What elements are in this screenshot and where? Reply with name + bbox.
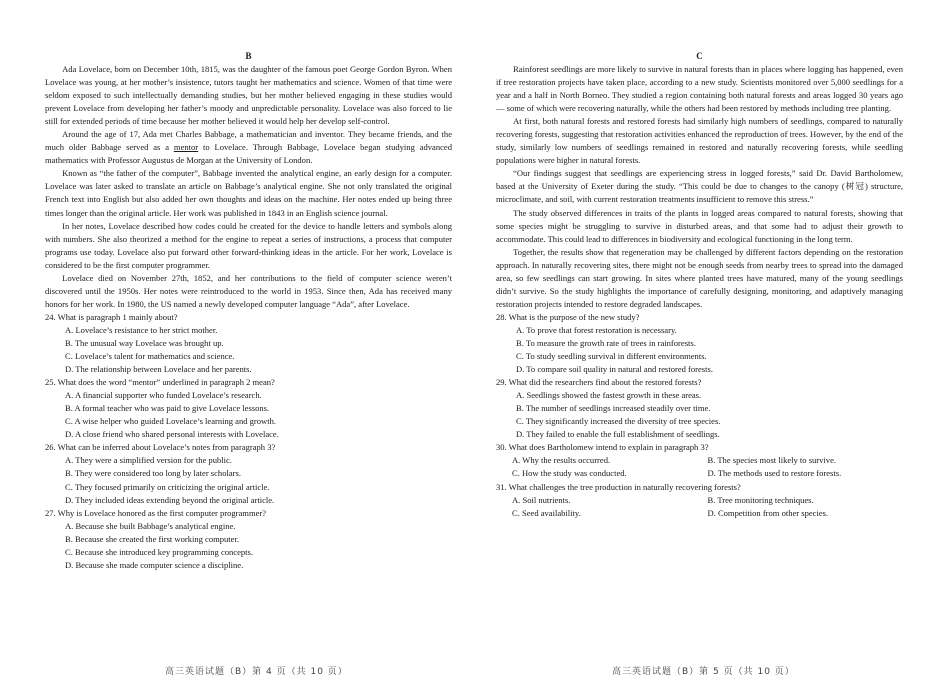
question-26-option-b[interactable]: B. They were considered too long by later scholars. (65, 468, 241, 479)
question-24 (45, 311, 452, 376)
question-25-option-a[interactable]: A. A financial supporter who funded Lovelace’s research. (65, 390, 262, 401)
passage-b-title: B (245, 51, 252, 61)
passage-c-column (496, 50, 903, 520)
question-30-option-b[interactable]: B. The species most likely to survive. (707, 455, 837, 466)
question-25-option-c[interactable]: C. A wise helper who guided Lovelace’s learning and growth. (65, 416, 277, 427)
question-29 (496, 376, 903, 441)
question-29-option-b[interactable]: B. The number of seedlings increased steadily over time. (516, 403, 711, 414)
passage-b-paragraph-2 (45, 128, 452, 167)
question-26-option-d[interactable]: D. They included ideas extending beyond the original article. (65, 494, 275, 505)
question-29-option-c[interactable]: C. They significantly increased the diversity of tree species. (516, 416, 721, 427)
question-29-option-d[interactable]: D. They failed to enable the full establishment of seedlings. (516, 429, 720, 440)
question-31 (496, 481, 903, 520)
question-30-option-d[interactable]: D. The methods used to restore forests. (707, 468, 842, 479)
question-31-options-row-2 (512, 507, 903, 520)
paragraph-2-text-start: Around the age of 17, Ada met Charles Babbage, a mathematician and inventor. They became friends, and the much older Babbage served as a (45, 129, 452, 153)
question-28-option-a[interactable]: A. To prove that forest restoration is necessary. (516, 324, 677, 335)
passage-b-paragraph-3: Known as “the father of the computer”, Babbage invented the analytical engine, an early design for a computer. Lovelace was later asked to translate an article on Babbage’s analytical engine. She not only translated the original French text into English but also added her own thoughts and ideas on the machine. Her notes ended up being three times longer than the original article. Her work was published in 1843 in an English science journal. (45, 168, 452, 218)
question-26-option-c[interactable]: C. They focused primarily on criticizing the original article. (65, 481, 270, 492)
question-28-option-d[interactable]: D. To compare soil quality in natural and restored forests. (516, 364, 713, 375)
passage-c-paragraph-1: Rainforest seedlings are more likely to survive in natural forests than in places where logging has happened, even if tree restoration projects have taken place, according to a new study. Scientists monitored over 5,000 seedlings for a year and a half in North Borneo. They studied a region containing both natural forests and areas logged 30 years ago — some of which were recovering naturally, while the others had been restored by methods including tree planting. (496, 64, 903, 114)
question-28-option-b[interactable]: B. To measure the growth rate of trees in rainforests. (516, 337, 696, 348)
passage-c-paragraph-5: Together, the results show that regeneration may be challenged by different factors depending on the restoration approach. In naturally recovering sites, there might not be enough seeds from nearby trees to spread into the damaged area, so few seedlings can start growing. In sites where planted trees have matured, many of the young seedlings didn’t survive. So the study highlights the importance of carefully designing, monitoring, and adaptively managing restoration projects intended to restore degraded landscapes. (496, 246, 903, 309)
passage-b-column (45, 50, 452, 572)
question-30-stem: 30. What does Bartholomew intend to explain in paragraph 3? (496, 442, 709, 453)
passage-b-paragraph-5: Lovelace died on November 27th, 1852, and her contributions to the field of computer science weren’t discovered until the 1950s. Her notes were reintroduced to the world in 1953. Since then, Ada has received many honors for her work. In 1980, the US named a newly developed computer language “Ada”, after Lovelace. (45, 272, 452, 309)
question-27-option-d[interactable]: D. Because she made computer science a discipline. (65, 559, 244, 570)
question-25-stem: 25. What does the word “mentor” underlined in paragraph 2 mean? (45, 377, 275, 388)
question-29-stem: 29. What did the researchers find about the restored forests? (496, 377, 702, 388)
passage-c-title: C (696, 51, 703, 61)
paragraph-2-text-end: to Lovelace. Through Babbage, Lovelace began studying advanced mathematics with Professor Augustus de Morgan at the University of London. (45, 142, 452, 166)
question-28-option-c[interactable]: C. To study seedling survival in different environments. (516, 351, 707, 362)
question-24-option-c[interactable]: C. Lovelace’s talent for mathematics and science. (65, 351, 235, 362)
underlined-word-mentor: mentor (173, 142, 199, 153)
question-30-option-c[interactable]: C. How the study was conducted. (512, 468, 627, 479)
question-30-options-row-1 (512, 454, 903, 467)
question-26 (45, 441, 452, 506)
question-25 (45, 376, 452, 441)
question-26-option-a[interactable]: A. They were a simplified version for the public. (65, 455, 232, 466)
question-27 (45, 507, 452, 572)
question-24-option-d[interactable]: D. The relationship between Lovelace and her parents. (65, 364, 252, 375)
question-24-option-a[interactable]: A. Lovelace’s resistance to her strict mother. (65, 324, 218, 335)
question-24-stem: 24. What is paragraph 1 mainly about? (45, 311, 178, 322)
question-30-options-row-2 (512, 467, 903, 480)
question-27-stem: 27. Why is Lovelace honored as the first computer programmer? (45, 507, 267, 518)
question-27-option-c[interactable]: C. Because she introduced key programming concepts. (65, 546, 253, 557)
question-28-stem: 28. What is the purpose of the new study? (496, 311, 640, 322)
passage-c-paragraph-3: “Our findings suggest that seedlings are experiencing stress in logged forests,” said Dr. David Bartholomew, based at the University of Exeter during the study. “This could be due to changes to the canopy (树冠) structure, microclimate, and soil, with current restoration treatments insufficient to remove this stress.” (496, 168, 903, 205)
question-29-option-a[interactable]: A. Seedlings showed the fastest growth in these areas. (516, 390, 702, 401)
question-28 (496, 311, 903, 376)
question-31-option-d[interactable]: D. Competition from other species. (707, 507, 829, 518)
page-footer-right: 高三英语试题（B）第 5 页（共 10 页） (612, 667, 795, 677)
question-26-stem: 26. What can be inferred about Lovelace’s notes from paragraph 3? (45, 442, 276, 453)
question-27-option-b[interactable]: B. Because she created the first working computer. (65, 533, 239, 544)
question-27-option-a[interactable]: A. Because she built Babbage’s analytical engine. (65, 520, 236, 531)
question-24-option-b[interactable]: B. The unusual way Lovelace was brought up. (65, 337, 224, 348)
question-30-option-a[interactable]: A. Why the results occurred. (512, 455, 611, 466)
question-25-option-b[interactable]: B. A formal teacher who was paid to give Lovelace lessons. (65, 403, 270, 414)
question-31-options-row-1 (512, 494, 903, 507)
question-31-option-b[interactable]: B. Tree monitoring techniques. (707, 494, 814, 505)
passage-c-paragraph-4: The study observed differences in traits of the plants in logged areas compared to natural forests, showing that some species might be struggling to survive in disturbed areas, and that some had to adjust their growth to accommodate. This could lead to differences in biodiversity and ecological functioning in the long term. (496, 207, 903, 244)
passage-b-paragraph-1: Ada Lovelace, born on December 10th, 1815, was the daughter of the famous poet George Gordon Byron. When Lovelace was young, at her mother’s insistence, tutors taught her mathematics and science. Women of that time were seldom exposed to such intellectually demanding studies, but her mother believed engaging in these studies would prevent Lovelace from developing her father’s moody and unpredictable personality. Lovelace was also forced to lie still for extended periods of time because her mother believed it would help her develop self-control. (45, 64, 452, 127)
question-25-option-d[interactable]: D. A close friend who shared personal interests with Lovelace. (65, 429, 279, 440)
question-31-option-a[interactable]: A. Soil nutrients. (512, 494, 571, 505)
question-31-option-c[interactable]: C. Seed availability. (512, 507, 581, 518)
question-30 (496, 441, 903, 480)
question-31-stem: 31. What challenges the tree production in naturally recovering forests? (496, 481, 741, 492)
passage-c-paragraph-2: At first, both natural forests and restored forests had similarly high numbers of seedlings, compared to naturally recovering forests, suggesting that restoration activities enhanced the reproduction of trees. However, by the end of the study, similarly low numbers of seedlings remained in restored and naturally recovering forests, while seedling populations were higher in natural forests. (496, 116, 903, 166)
passage-b-paragraph-4: In her notes, Lovelace described how codes could be created for the device to handle letters and symbols along with numbers. She also theorized a method for the engine to repeat a series of instructions, a process that computer programs use today. Lovelace also put forward other forward-thinking ideas in the article. For her work, Lovelace is considered to be the first computer programmer. (45, 220, 452, 270)
page-footer-left: 高三英语试题（B）第 4 页（共 10 页） (165, 667, 348, 677)
